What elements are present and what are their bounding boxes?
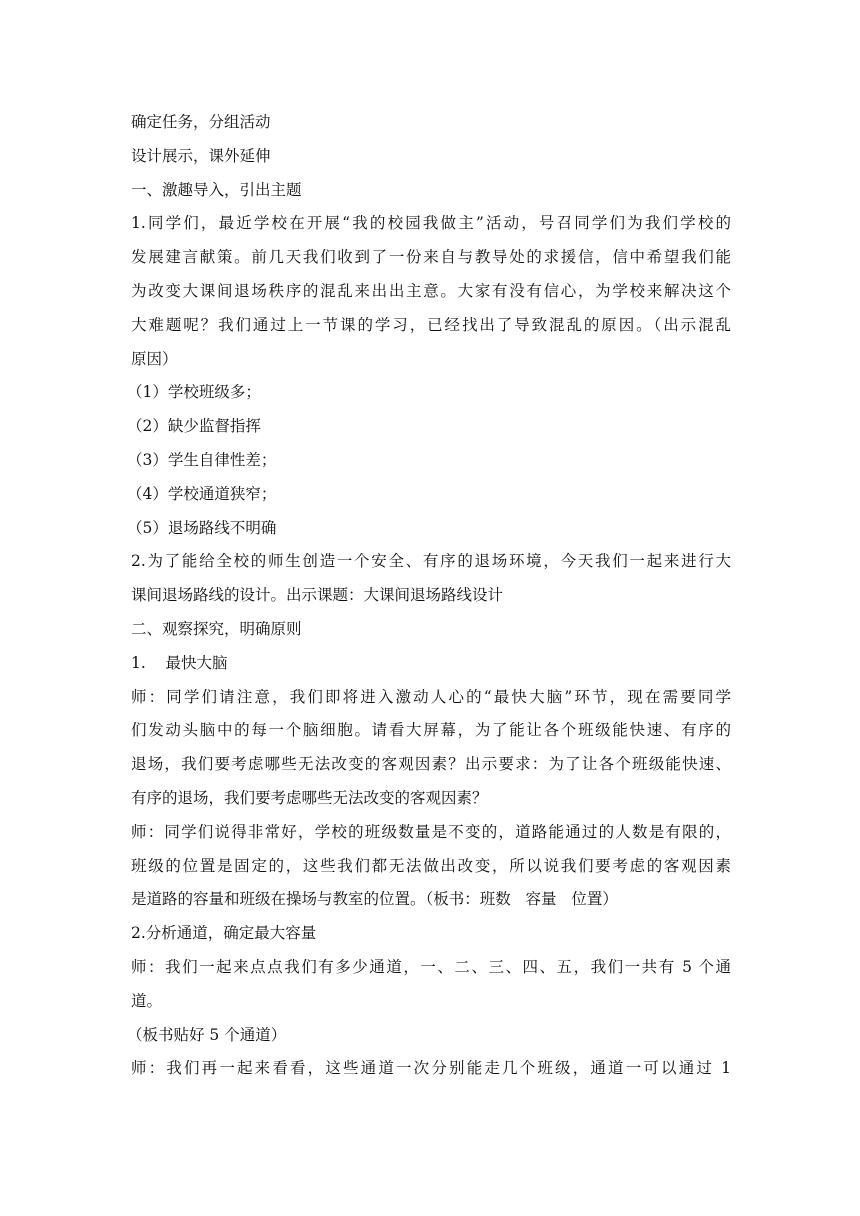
paragraph-line: 有序的退场，我们要考虑哪些无法改变的客观因素？	[131, 788, 488, 807]
list-item: （4）学校通道狭窄；	[127, 484, 277, 503]
paragraph-line: （板书贴好 5 个通道）	[127, 1025, 287, 1044]
paragraph-line: 道。	[131, 991, 163, 1010]
section-heading: 一、激趣导入，引出主题	[131, 180, 302, 199]
list-item: （2）缺少监督指挥	[127, 417, 261, 436]
heading-line: 设计展示，课外延伸	[131, 146, 271, 165]
paragraph-line: 退场，我们要考虑哪些无法改变的客观因素？出示要求：为了让各个班级能快速、	[131, 755, 731, 774]
paragraph-line: 师：我们再一起来看看，这些通道一次分别能走几个班级，通道一可以通过 1	[131, 1059, 731, 1078]
paragraph-line: 师：同学们请注意，我们即将进入激动人心的“最快大脑”环节，现在需要同学	[131, 687, 731, 706]
paragraph-line: 1.同学们，最近学校在开展“我的校园我做主”活动，号召同学们为我们学校的	[131, 214, 731, 233]
paragraph-line: 是道路的容量和班级在操场与教室的位置。（板书：班数 容量 位置）	[131, 890, 618, 909]
subheading: 2.分析通道，确定最大容量	[131, 924, 317, 943]
paragraph-line: 师：我们一起来点点我们有多少通道，一、二、三、四、五，我们一共有 5 个通	[131, 957, 731, 976]
heading-line: 确定任务，分组活动	[131, 113, 271, 131]
paragraph-line: 们发动头脑中的每一个脑细胞。请看大屏幕，为了能让各个班级能快速、有序的	[131, 721, 731, 740]
paragraph-line: 原因）	[131, 349, 178, 368]
paragraph-line: 为改变大课间退场秩序的混乱来出出主意。大家有没有信心，为学校来解决这个	[131, 281, 731, 300]
list-item: （5）退场路线不明确	[127, 518, 277, 537]
paragraph-line: 师：同学们说得非常好，学校的班级数量是不变的，道路能通过的人数是有限的，	[131, 822, 731, 841]
paragraph-line: 发展建言献策。前几天我们收到了一份来自与教导处的求援信，信中希望我们能	[131, 248, 731, 267]
list-item: （1）学校班级多；	[127, 383, 261, 402]
subheading: 1. 最快大脑	[131, 653, 228, 672]
document-body	[127, 106, 731, 1086]
paragraph-line: 大难题呢？我们通过上一节课的学习，已经找出了导致混乱的原因。（出示混乱	[131, 315, 731, 334]
list-item: （3）学生自律性差；	[127, 450, 277, 469]
paragraph-line: 2.为了能给全校的师生创造一个安全、有序的退场环境，今天我们一起来进行大	[131, 552, 731, 571]
paragraph-line: 课间退场路线的设计。出示课题：大课间退场路线设计	[131, 586, 504, 605]
section-heading: 二、观察探究，明确原则	[131, 619, 302, 638]
paragraph-line: 班级的位置是固定的，这些我们都无法做出改变，所以说我们要考虑的客观因素	[131, 856, 731, 875]
